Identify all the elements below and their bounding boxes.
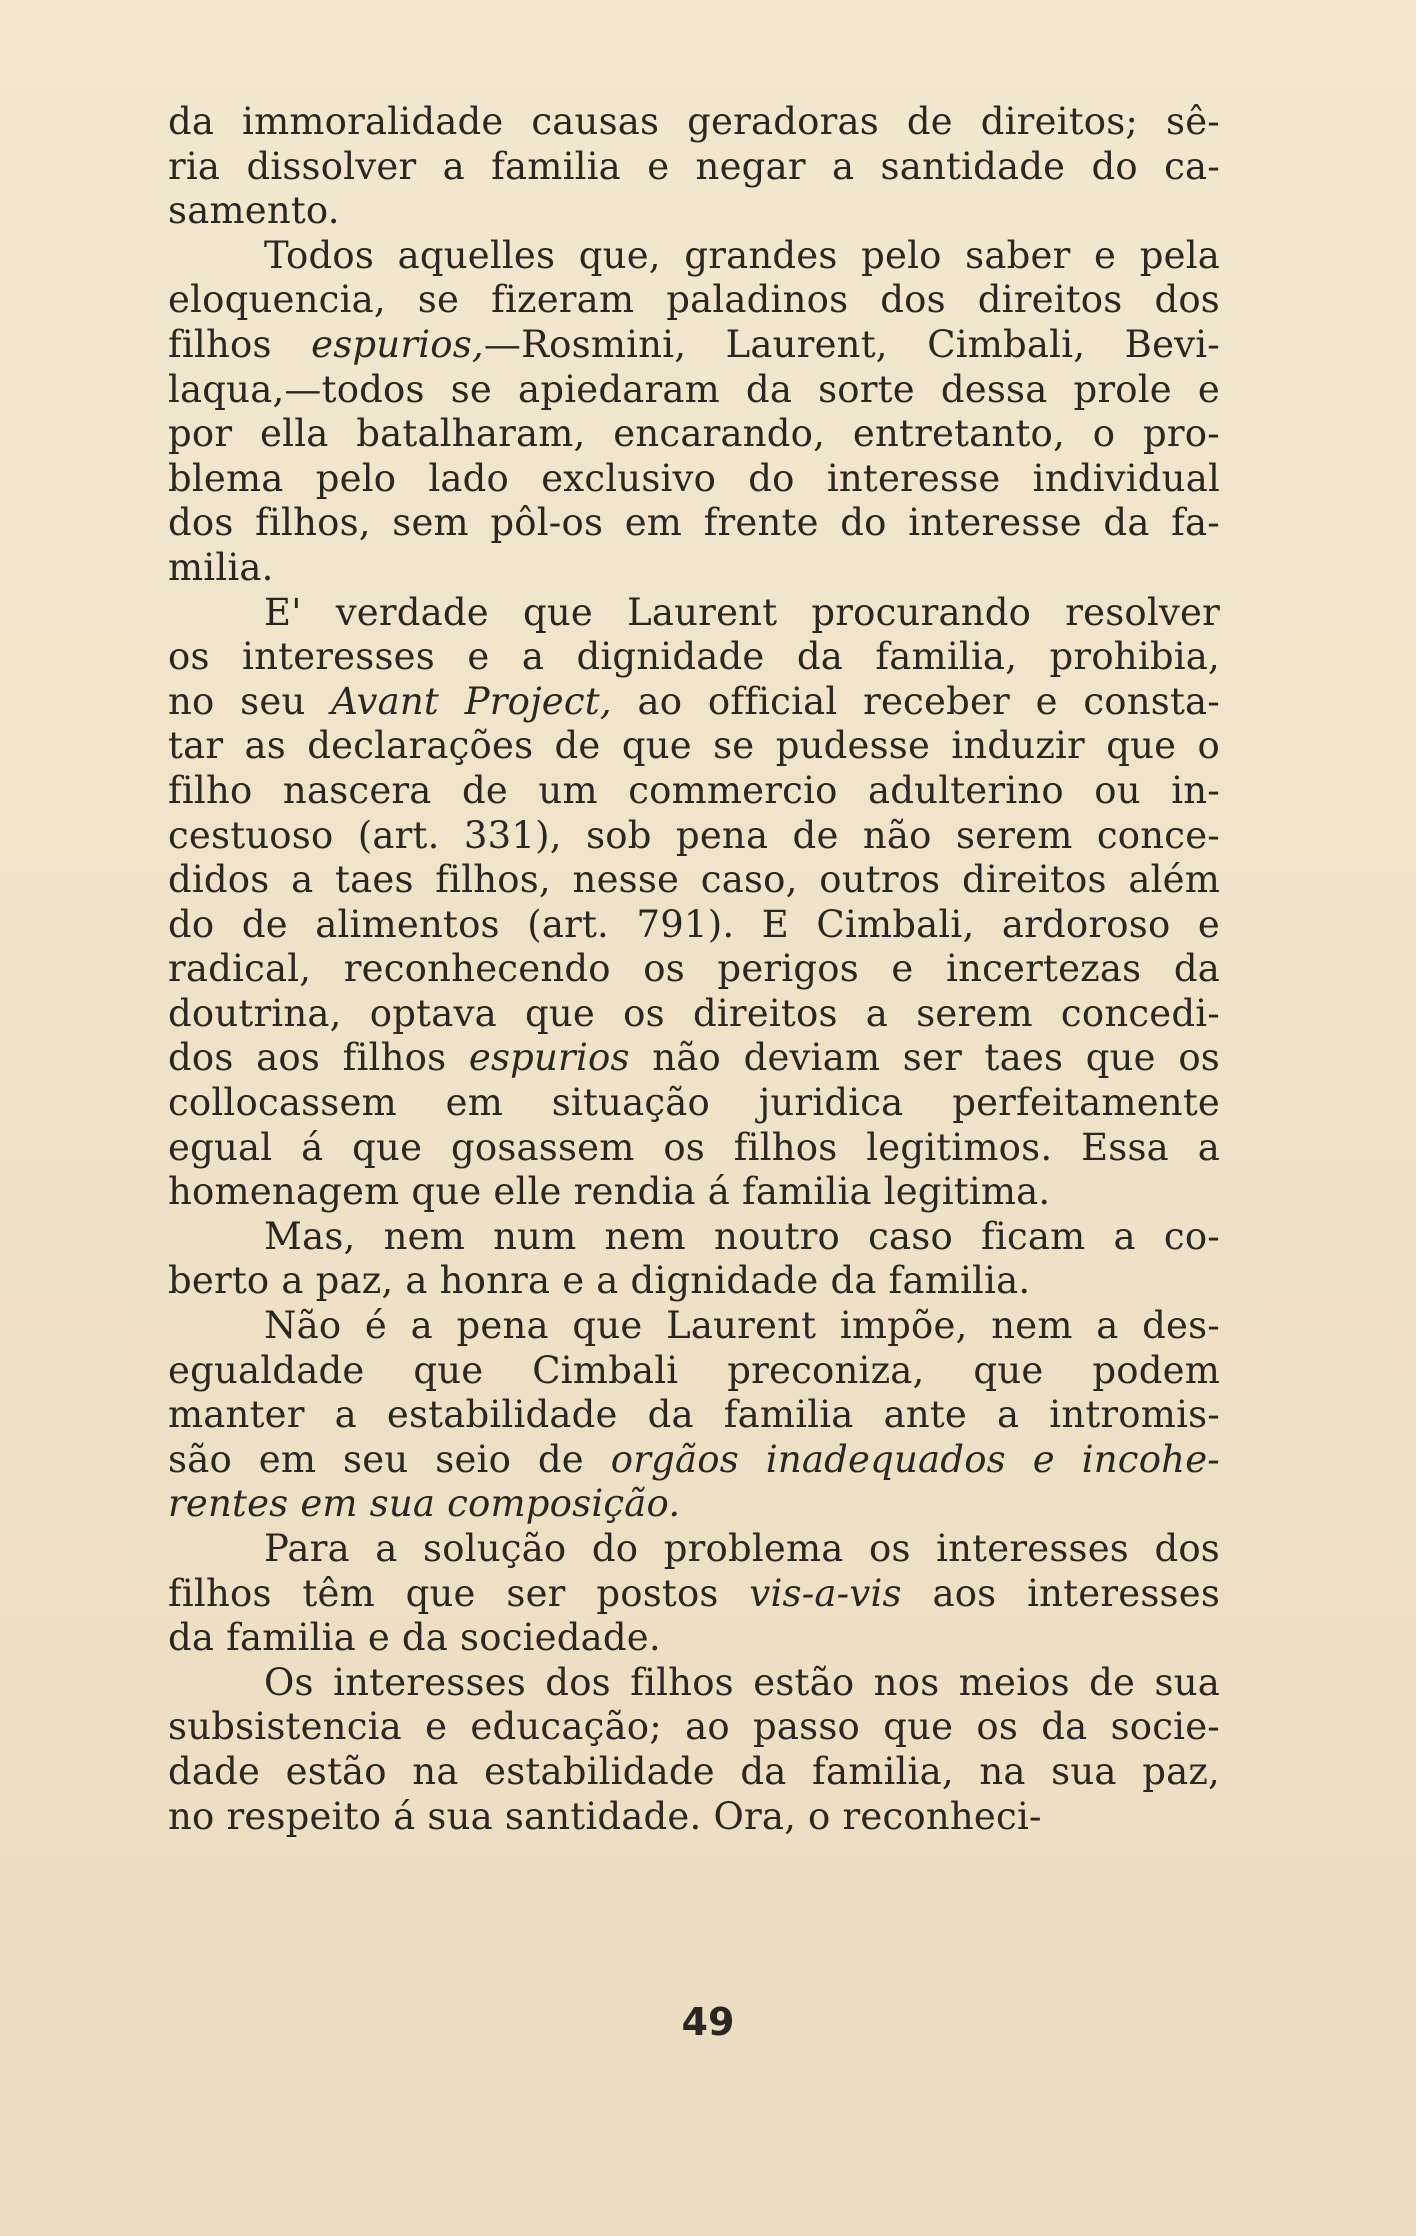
text-line [168, 412, 1220, 457]
text-line [168, 769, 1220, 814]
text-run: Os interesses dos filhos estão nos meios de sua [264, 1660, 1220, 1704]
text-line [168, 368, 1220, 413]
text-line [168, 100, 1220, 145]
text-run: E' verdade que Laurent procurando resolver [264, 590, 1220, 634]
italic-text: espurios [468, 1036, 630, 1080]
text-line [168, 323, 1220, 368]
italic-text: orgãos inadequados e incohe- [610, 1437, 1220, 1481]
text-run: do de alimentos (art. 791). E Cimbali, ardoroso e [168, 902, 1220, 946]
text-run: cestuoso (art. 331), sob pena de não serem conce- [168, 813, 1220, 857]
text-run: eloquencia, se fizeram paladinos dos direitos dos [168, 278, 1220, 322]
text-run: filhos têm que ser postos [168, 1571, 750, 1615]
text-line [168, 1572, 1220, 1617]
italic-text: Avant Project, [331, 679, 612, 723]
page-number: 49 [681, 2000, 735, 2044]
paragraph [168, 1661, 1220, 1839]
text-line [168, 1616, 1220, 1661]
text-line [168, 1036, 1220, 1081]
text-line [168, 635, 1220, 680]
text-run: manter a estabilidade da familia ante a intromis- [168, 1393, 1220, 1437]
text-line [168, 501, 1220, 546]
text-run: ria dissolver a familia e negar a santidade do ca- [168, 144, 1220, 188]
text-run: subsistencia e educação; ao passo que os da socie- [168, 1705, 1220, 1749]
text-run: collocassem em situação juridica perfeitamente [168, 1081, 1220, 1125]
text-run: os interesses e a dignidade da familia, prohibia, [168, 635, 1220, 679]
text-line [168, 992, 1220, 1037]
text-line [168, 1259, 1220, 1304]
text-line [168, 724, 1220, 769]
italic-text: espurios, [311, 322, 484, 366]
text-run: Não é a pena que Laurent impõe, nem a des- [264, 1304, 1220, 1348]
text-line [168, 1081, 1220, 1126]
text-line [168, 1304, 1220, 1349]
text-line [168, 1795, 1220, 1840]
text-run: blema pelo lado exclusivo do interesse individual [168, 456, 1220, 500]
text-line [168, 546, 1220, 591]
text-line [168, 1750, 1220, 1795]
text-run: aos interesses [901, 1571, 1221, 1615]
text-line [168, 858, 1220, 903]
text-line [168, 814, 1220, 859]
text-run: dos filhos, sem pôl-os em frente do interesse da fa- [168, 501, 1220, 545]
text-run: milia. [168, 545, 274, 589]
text-run: egualdade que Cimbali preconiza, que podem [168, 1348, 1220, 1392]
text-line [168, 1170, 1220, 1215]
paragraph [168, 1527, 1220, 1661]
text-line [168, 1705, 1220, 1750]
text-line [168, 947, 1220, 992]
paragraph [168, 1215, 1220, 1304]
text-line [168, 1126, 1220, 1171]
text-run: no seu [168, 679, 332, 723]
text-run: filho nascera de um commercio adulterino ou in- [168, 768, 1220, 812]
text-run: são em seu seio de [168, 1437, 611, 1481]
text-line [168, 1393, 1220, 1438]
text-run: homenagem que elle rendia á familia legitima. [168, 1170, 1051, 1214]
text-line [168, 1349, 1220, 1394]
text-run: egual á que gosassem os filhos legitimos. Essa a [168, 1125, 1220, 1169]
text-run: dos aos filhos [168, 1036, 469, 1080]
text-run: tar as declarações de que se pudesse induzir que o [168, 724, 1220, 768]
text-run: não deviam ser taes que os [629, 1036, 1220, 1080]
body-text [168, 100, 1220, 1839]
paragraph [168, 591, 1220, 1215]
text-run: filhos [168, 322, 312, 366]
text-run: —Rosmini, Laurent, Cimbali, Bevi- [483, 322, 1221, 366]
text-line [168, 1482, 1220, 1527]
text-run: Para a solução do problema os interesses dos [264, 1527, 1220, 1570]
text-run: da familia e da sociedade. [168, 1616, 661, 1660]
text-run: radical, reconhecendo os perigos e incertezas da [168, 947, 1220, 991]
text-run: samento. [168, 189, 340, 233]
text-run: ao official receber e consta- [611, 679, 1220, 723]
text-run: Mas, nem num nem noutro caso ficam a co- [264, 1214, 1220, 1258]
italic-text: rentes em sua composição. [168, 1482, 681, 1526]
text-line [168, 234, 1220, 279]
text-run: dade estão na estabilidade da familia, na sua paz, [168, 1749, 1220, 1793]
text-line [168, 1527, 1220, 1572]
text-line [168, 278, 1220, 323]
text-run: didos a taes filhos, nesse caso, outros direitos além [168, 858, 1220, 902]
text-run: da immoralidade causas geradoras de direitos; sê- [168, 100, 1220, 143]
text-line [168, 1215, 1220, 1260]
text-line [168, 457, 1220, 502]
text-run: laqua,—todos se apiedaram da sorte dessa prole e [168, 367, 1220, 411]
text-run: doutrina, optava que os direitos a serem concedi- [168, 991, 1220, 1035]
paragraph [168, 234, 1220, 591]
italic-text: vis-a-vis [749, 1571, 902, 1615]
text-line [168, 903, 1220, 948]
text-line [168, 145, 1220, 190]
text-line [168, 591, 1220, 636]
text-run: no respeito á sua santidade. Ora, o reconheci- [168, 1794, 1042, 1838]
text-run: Todos aquelles que, grandes pelo saber e pela [264, 233, 1220, 277]
text-run: por ella batalharam, encarando, entretanto, o pro- [168, 412, 1220, 456]
paragraph [168, 100, 1220, 234]
text-run: berto a paz, a honra e a dignidade da familia. [168, 1259, 1031, 1303]
text-line [168, 1661, 1220, 1706]
text-line [168, 680, 1220, 725]
paragraph [168, 1304, 1220, 1527]
text-line [168, 189, 1220, 234]
text-line [168, 1438, 1220, 1483]
